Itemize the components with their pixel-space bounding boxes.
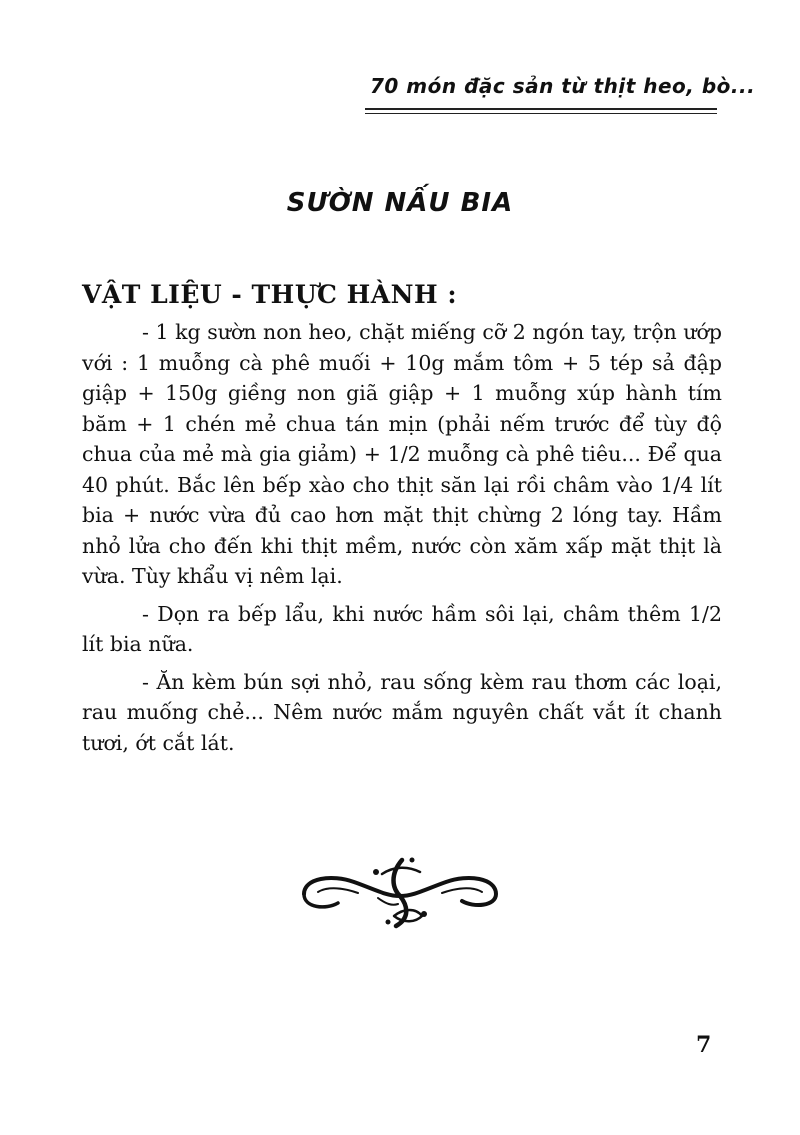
decorative-flourish-icon bbox=[298, 852, 502, 932]
running-header: 70 món đặc sản từ thịt heo, bò... bbox=[370, 74, 756, 98]
paragraph-ingredients: - 1 kg sườn non heo, chặt miếng cỡ 2 ngón tay, trộn ướp với : 1 muỗng cà phê muối + 10g mắm tôm + 5 tép sả đập giập + 150g giềng non giã giập + 1 muỗng xúp hành tím băm + 1 chén mẻ chua tán mịn (phải nếm trước để tùy độ chua của mẻ mà gia giảm) + 1/2 muỗng cà phê tiêu... Để qua 40 phút. Bắc lên bếp xào cho thịt săn lại rồi châm vào 1/4 lít bia + nước vừa đủ cao hơn mặt thịt chừng 2 lóng tay. Hầm nhỏ lửa cho đến khi thịt mềm, nước còn xăm xấp mặt thịt là vừa. Tùy khẩu vị nêm lại. bbox=[82, 320, 722, 588]
header-rule bbox=[365, 108, 717, 114]
recipe-body bbox=[82, 317, 722, 765]
page-number: 7 bbox=[696, 1032, 712, 1058]
paragraph-accompaniments: - Ăn kèm bún sợi nhỏ, rau sống kèm rau thơm các loại, rau muống chẻ... Nêm nước mắm nguyên chất vắt ít chanh tươi, ớt cắt lát. bbox=[82, 669, 722, 755]
section-heading: VẬT LIỆU - THỰC HÀNH : bbox=[82, 280, 458, 309]
paragraph-serving: - Dọn ra bếp lẩu, khi nước hầm sôi lại, châm thêm 1/2 lít bia nữa. bbox=[82, 601, 722, 656]
recipe-title: SƯỜN NẤU BIA bbox=[286, 188, 514, 218]
